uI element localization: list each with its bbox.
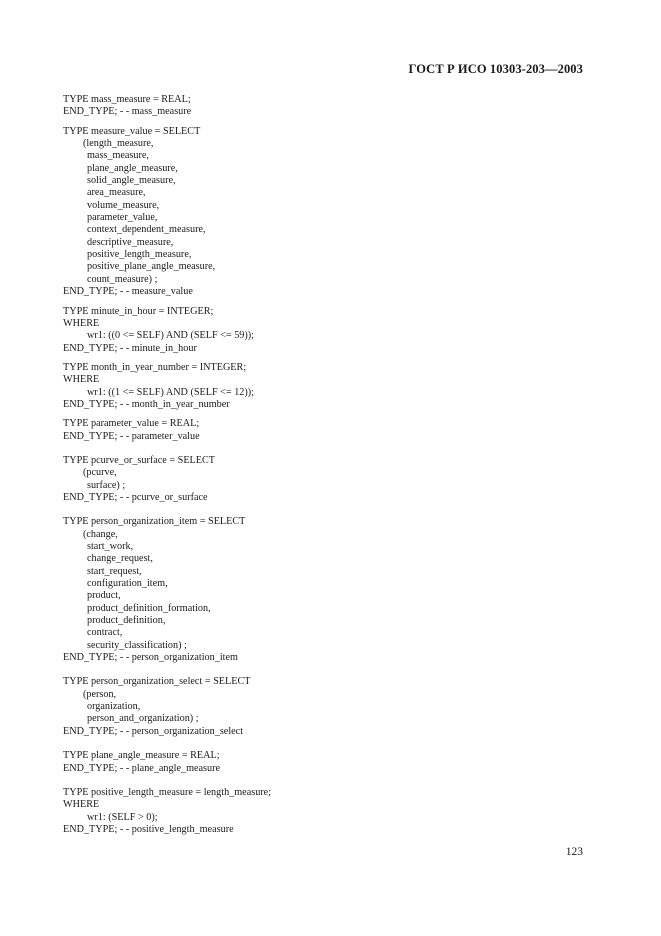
code-line: positive_length_measure, xyxy=(87,249,192,261)
code-line: END_TYPE; - - plane_angle_measure xyxy=(63,762,221,774)
block-spacer xyxy=(63,411,603,418)
code-line: person_and_organization) ; xyxy=(87,713,199,725)
block-spacer xyxy=(63,299,603,306)
code-line: END_TYPE; - - pcurve_or_surface xyxy=(63,491,208,503)
code-line: (change, xyxy=(83,528,118,540)
block-spacer xyxy=(63,738,603,750)
code-line: context_dependent_measure, xyxy=(87,224,206,236)
code-line: END_TYPE; - - measure_value xyxy=(63,286,193,298)
code-line: END_TYPE; - - positive_length_measure xyxy=(63,823,234,835)
code-line: END_TYPE; - - mass_measure xyxy=(63,106,192,118)
code-line: END_TYPE; - - minute_in_hour xyxy=(63,342,197,354)
code-line: END_TYPE; - - parameter_value xyxy=(63,430,200,442)
document-header: ГОСТ Р ИСО 10303-203—2003 xyxy=(408,62,583,76)
block-spacer xyxy=(63,775,603,787)
code-line: plane_angle_measure, xyxy=(87,162,178,174)
code-line: TYPE person_organization_item = SELECT xyxy=(63,516,246,528)
code-line: area_measure, xyxy=(87,187,146,199)
code-line: WHERE xyxy=(63,799,100,811)
page-number: 123 xyxy=(565,846,583,858)
block-spacer xyxy=(63,355,603,362)
code-line: parameter_value, xyxy=(87,212,158,224)
code-line: count_measure) ; xyxy=(87,273,158,285)
block-spacer xyxy=(63,119,603,126)
code-line: product, xyxy=(87,590,121,602)
code-line: product_definition, xyxy=(87,615,166,627)
code-line: descriptive_measure, xyxy=(87,236,174,248)
code-line: organization, xyxy=(87,701,141,713)
code-line: (pcurve, xyxy=(83,467,117,479)
code-line: END_TYPE; - - month_in_year_number xyxy=(63,398,230,410)
code-line: contract, xyxy=(87,627,123,639)
code-line: WHERE xyxy=(63,317,100,329)
code-line: WHERE xyxy=(63,374,100,386)
code-line: TYPE plane_angle_measure = REAL; xyxy=(63,750,220,762)
code-line: surface) ; xyxy=(87,479,126,491)
code-line: TYPE measure_value = SELECT xyxy=(63,125,201,137)
code-line: security_classification) ; xyxy=(87,639,187,651)
code-line: END_TYPE; - - person_organization_select xyxy=(63,725,244,737)
code-line: TYPE pcurve_or_surface = SELECT xyxy=(63,454,216,466)
code-line: (person, xyxy=(83,688,117,700)
code-line: solid_angle_measure, xyxy=(87,175,176,187)
code-line: TYPE person_organization_select = SELECT xyxy=(63,676,251,688)
block-spacer xyxy=(63,504,603,516)
code-line: TYPE parameter_value = REAL; xyxy=(63,418,200,430)
express-code-listing xyxy=(63,94,603,836)
code-line: wr1: ((0 <= SELF) AND (SELF <= 59)); xyxy=(87,330,255,342)
code-line: configuration_item, xyxy=(87,578,168,590)
code-line: TYPE positive_length_measure = length_measure; xyxy=(63,786,272,798)
code-line: (length_measure, xyxy=(83,138,154,150)
code-line: mass_measure, xyxy=(87,150,149,162)
code-line: END_TYPE; - - person_organization_item xyxy=(63,652,238,664)
code-line: product_definition_formation, xyxy=(87,602,211,614)
block-spacer xyxy=(63,664,603,676)
code-line: volume_measure, xyxy=(87,199,160,211)
code-line: start_request, xyxy=(87,565,142,577)
code-line: positive_plane_angle_measure, xyxy=(87,261,216,273)
code-line: TYPE minute_in_hour = INTEGER; xyxy=(63,305,214,317)
block-spacer xyxy=(63,443,603,455)
code-line: start_work, xyxy=(87,541,134,552)
code-line: change_request, xyxy=(87,553,153,565)
code-line: TYPE month_in_year_number = INTEGER; xyxy=(63,361,247,373)
code-line: TYPE mass_measure = REAL; xyxy=(63,94,191,105)
code-line: wr1: ((1 <= SELF) AND (SELF <= 12)); xyxy=(87,386,255,398)
code-line: wr1: (SELF > 0); xyxy=(87,811,158,823)
